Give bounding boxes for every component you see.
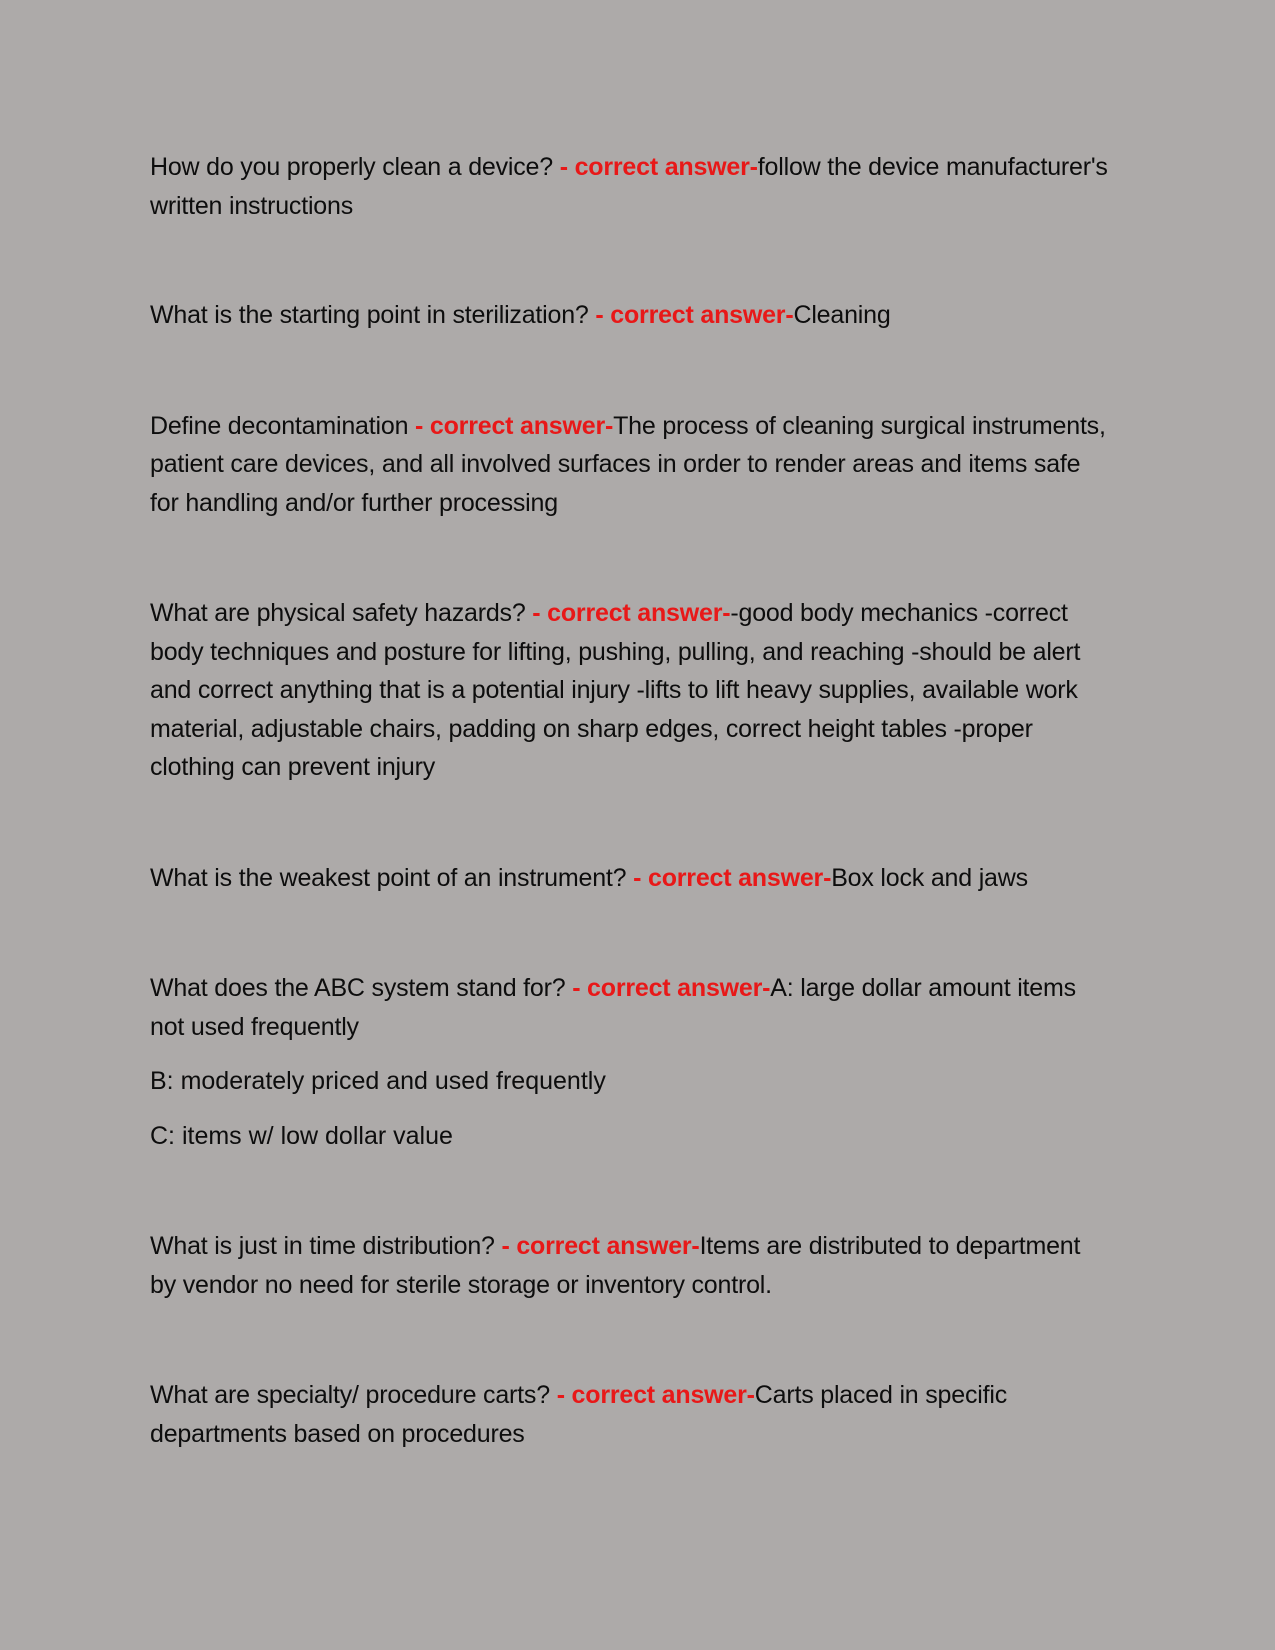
correct-answer-marker: - correct answer- <box>595 301 794 329</box>
answer-text: -good body mechanics -correct body techniques and posture for lifting, pushing, pulling, and reaching -should be alert and correct anything that is a potential injury -lifts to lift heavy supplies, available work material, adjustable chairs, padding on sharp edges, correct height tables -proper clothing can prevent injury <box>150 599 1081 781</box>
qa-item <box>150 859 1110 898</box>
qa-list <box>150 148 1110 1453</box>
question-text: How do you properly clean a device? <box>150 153 553 181</box>
answer-text: Items are distributed to department by vendor no need for sterile storage or inventory control. <box>150 1232 1081 1299</box>
answer-text: follow the device manufacturer's written instructions <box>150 153 1108 220</box>
answer-extra-line: C: items w/ low dollar value <box>150 1121 453 1150</box>
question-text: What is the starting point in sterilization? <box>150 301 589 329</box>
answer-text: A: large dollar amount items not used frequently <box>150 974 1076 1041</box>
answer-extra-line: B: moderately priced and used frequently <box>150 1067 606 1095</box>
qa-item <box>150 148 1110 225</box>
correct-answer-marker: - correct answer- <box>633 863 832 892</box>
question-text: What is the weakest point of an instrument? <box>150 863 627 892</box>
answer-text: The process of cleaning surgical instruments, patient care devices, and all involved surfaces in order to render areas and items safe for handling and/or further processing <box>150 411 1106 517</box>
qa-item <box>150 296 1110 335</box>
correct-answer-marker: - correct answer- <box>556 1381 755 1409</box>
correct-answer-marker: - correct answer- <box>559 153 758 181</box>
question-text: Define decontamination <box>150 411 409 440</box>
qa-item <box>150 1376 1110 1453</box>
correct-answer-marker: - correct answer- <box>415 411 614 440</box>
question-text: What is just in time distribution? <box>150 1232 495 1260</box>
question-text: What are physical safety hazards? <box>150 599 526 627</box>
answer-text: Cleaning <box>793 301 891 329</box>
answer-text: Box lock and jaws <box>831 863 1028 892</box>
correct-answer-marker: - correct answer- <box>501 1232 700 1260</box>
qa-item <box>150 594 1110 787</box>
answer-text: Carts placed in specific departments based on procedures <box>150 1381 1008 1448</box>
qa-item <box>150 969 1110 1046</box>
qa-item <box>150 407 1110 523</box>
question-text: What does the ABC system stand for? <box>150 974 566 1002</box>
question-text: What are specialty/ procedure carts? <box>150 1381 550 1409</box>
correct-answer-marker: - correct answer- <box>572 974 771 1002</box>
correct-answer-marker: - correct answer- <box>532 599 731 627</box>
qa-item <box>150 1227 1110 1304</box>
